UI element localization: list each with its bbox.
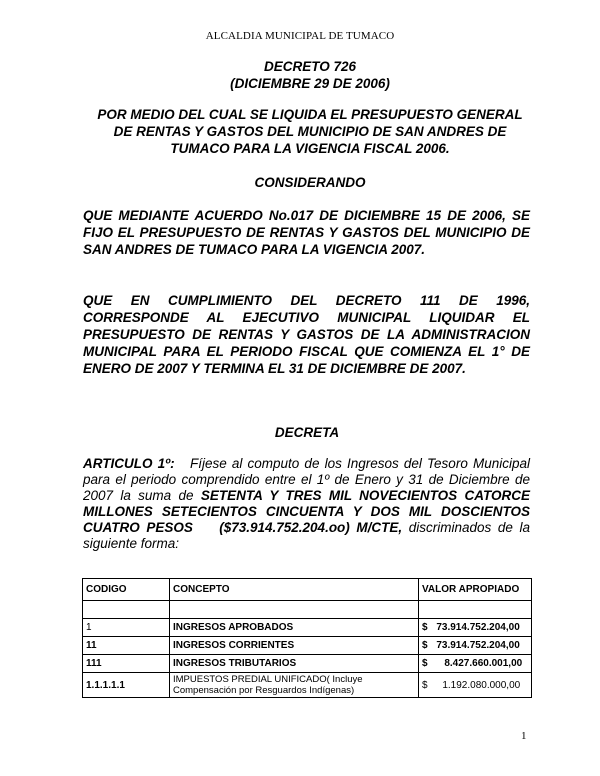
page-header: ALCALDIA MUNICIPAL DE TUMACO: [205, 30, 395, 42]
row-code: 1.1.1.1.1: [83, 673, 170, 698]
page-number: 1: [521, 730, 527, 742]
row-currency: $: [422, 640, 428, 651]
decree-number: DECRETO 726: [263, 59, 357, 74]
header-concepto: CONCEPTO: [170, 579, 419, 601]
table-row-empty: [83, 601, 532, 619]
table-row: [83, 673, 532, 698]
budget-table: [82, 578, 532, 698]
row-concept: INGRESOS CORRIENTES: [170, 637, 419, 655]
row-concept: INGRESOS APROBADOS: [170, 619, 419, 637]
row-amount: 8.427.660.001,00: [444, 658, 523, 669]
row-code: 111: [83, 655, 170, 673]
row-code: 1: [83, 619, 170, 637]
article-text-2: discriminados de la siguiente forma:: [83, 520, 530, 551]
row-amount: 1.192.080.000,00: [442, 679, 521, 691]
header-valor: VALOR APROPIADO: [419, 579, 532, 601]
row-value: [419, 637, 532, 655]
article-1: [83, 456, 530, 552]
row-amount: 73.914.752.204,00: [436, 622, 520, 633]
row-concept-line-2: Compensación por Resguardos Indígenas): [173, 685, 355, 696]
row-value: [419, 673, 532, 698]
header-codigo: CODIGO: [83, 579, 170, 601]
decree-subject: POR MEDIO DEL CUAL SE LIQUIDA EL PRESUPUESTO GENERAL DE RENTAS Y GASTOS DEL MUNICIPIO DE SAN ANDRES DE TUMACO PARA LA VIGENCIA FISCAL 2006.: [97, 107, 523, 156]
considerando-heading: CONSIDERANDO: [254, 175, 366, 190]
row-currency: $: [422, 622, 428, 633]
row-currency: $: [422, 658, 428, 669]
table-row: [83, 619, 532, 637]
row-value: [419, 619, 532, 637]
considerando-paragraph-1: QUE MEDIANTE ACUERDO No.017 DE DICIEMBRE 15 DE 2006, SE FIJO EL PRESUPUESTO DE RENTAS Y GASTOS DEL MUNICIPIO DE SAN ANDRES DE TUMACO PARA LA VIGENCIA 2007.: [83, 208, 530, 257]
decreta-heading: DECRETA: [274, 425, 340, 440]
table-row: [83, 655, 532, 673]
table-header-row: [83, 579, 532, 601]
article-text-1: Fíjese al computo de los Ingresos del Tesoro Municipal para el periodo comprendido entre el 1º de Enero y 31 de Diciembre de 2007 la suma de: [83, 456, 530, 503]
article-amount-number: ($73.914.752.204.oo) M/CTE,: [219, 520, 403, 535]
row-value: [419, 655, 532, 673]
row-currency: $: [422, 679, 428, 691]
decree-heading: [90, 58, 530, 92]
article-label: ARTICULO 1º:: [83, 456, 175, 471]
row-concept-line-1: IMPUESTOS PREDIAL UNIFICADO( Incluye: [173, 674, 363, 685]
considerando-paragraph-2: QUE EN CUMPLIMIENTO DEL DECRETO 111 DE 1996, CORRESPONDE AL EJECUTIVO MUNICIPAL LIQUIDAR EL PRESUPUESTO DE RENTAS Y GASTOS DE LA ADMINISTRACION MUNICIPAL PARA EL PERIODO FISCAL QUE COMIENZA EL 1° DE ENERO DE 2007 Y TERMINA EL 31 DE DICIEMBRE DE 2007.: [83, 293, 530, 376]
row-concept: [170, 673, 419, 698]
table-row: [83, 637, 532, 655]
article-amount-words: SETENTA Y TRES MIL NOVECIENTOS CATORCE MILLONES SETECIENTOS CINCUENTA Y DOS MIL DOSCIENTOS CUATRO PESOS: [83, 488, 530, 535]
row-concept: INGRESOS TRIBUTARIOS: [170, 655, 419, 673]
row-amount: 73.914.752.204,00: [436, 640, 520, 651]
decree-date: (DICIEMBRE 29 DE 2006): [230, 76, 390, 91]
row-code: 11: [83, 637, 170, 655]
